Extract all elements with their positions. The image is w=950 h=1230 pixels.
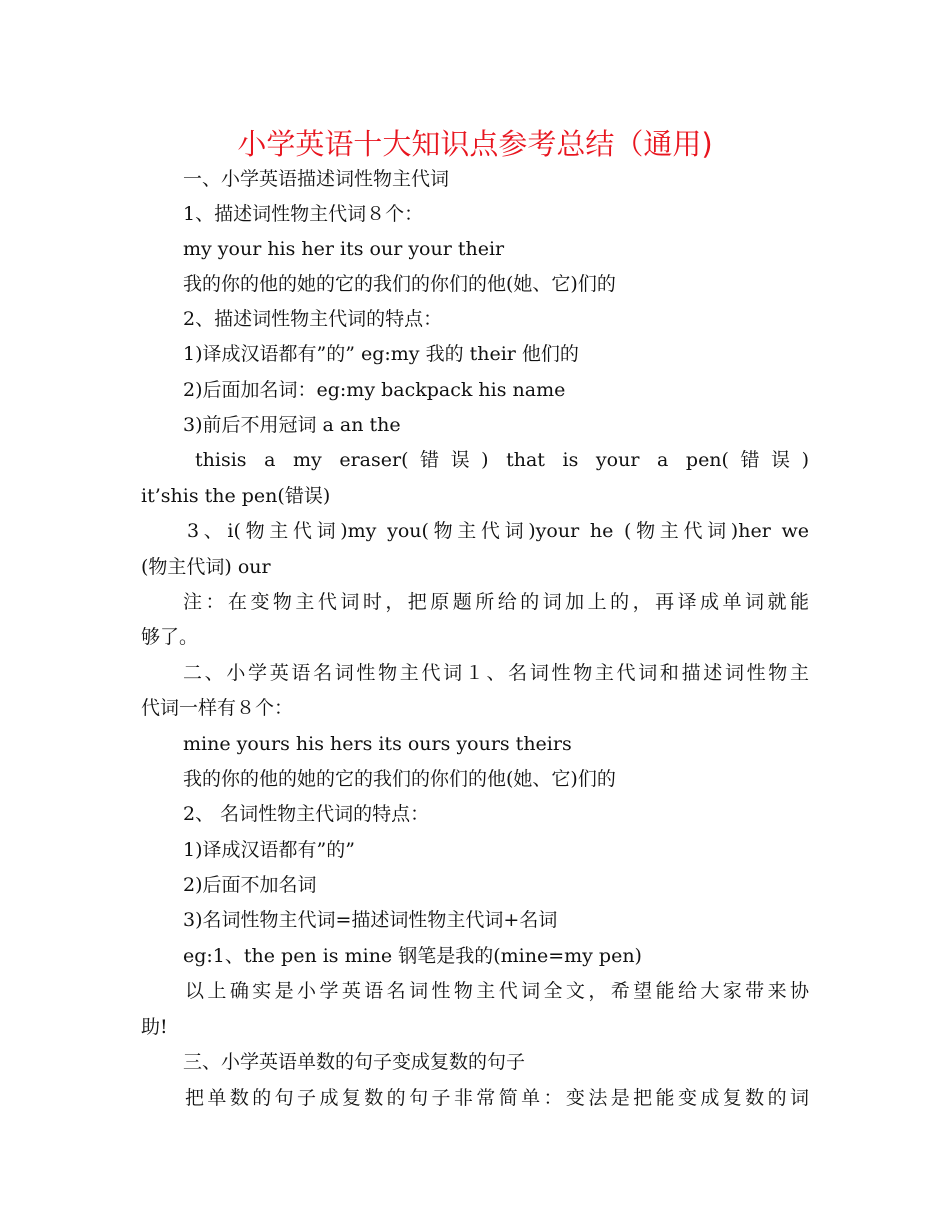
paragraph-line: my your his her its our your their bbox=[183, 238, 505, 260]
paragraph-line: eg:1、the pen is mine 钢笔是我的(mine=my pen) bbox=[183, 945, 642, 967]
paragraph-line: mine yours his hers its ours yours theirs bbox=[183, 733, 572, 755]
paragraph-line: 助! bbox=[141, 1016, 168, 1038]
section-heading-3: 三、小学英语单数的句子变成复数的句子 bbox=[183, 1051, 526, 1073]
paragraph-line: 1)译成汉语都有”的” eg:my 我的 their 他们的 bbox=[183, 343, 579, 365]
paragraph-line: 代词一样有８个： bbox=[141, 697, 294, 719]
paragraph-line: 注：在变物主代词时，把原题所给的词加上的，再译成单词就能 bbox=[183, 591, 809, 613]
paragraph-line: (物主代词) our bbox=[141, 556, 271, 578]
paragraph-line: 3、i(物主代词)my you(物主代词)your he (物主代词)her we bbox=[187, 520, 809, 542]
paragraph-line: 以上确实是小学英语名词性物主代词全文，希望能给大家带来协 bbox=[185, 980, 809, 1002]
paragraph-line: 把单数的句子成复数的句子非常简单：变法是把能变成复数的词 bbox=[185, 1087, 809, 1109]
paragraph-line: 1)译成汉语都有”的” bbox=[183, 839, 355, 861]
paragraph-line: 我的你的他的她的它的我们的你们的他(她、它)们的 bbox=[183, 768, 616, 790]
paragraph-line: 我的你的他的她的它的我们的你们的他(她、它)们的 bbox=[183, 273, 616, 295]
paragraph-line: 3)前后不用冠词 a an the bbox=[183, 414, 401, 436]
section-heading-1: 一、小学英语描述词性物主代词 bbox=[183, 168, 450, 190]
paragraph-line: 2、描述词性物主代词的特点： bbox=[183, 308, 443, 330]
paragraph-line: 1、描述词性物主代词８个： bbox=[183, 203, 424, 225]
section-heading-2: 二、小学英语名词性物主代词１、名词性物主代词和描述词性物主 bbox=[183, 662, 809, 684]
paragraph-line: 够了。 bbox=[141, 626, 199, 648]
document-title: 小学英语十大知识点参考总结（通用) bbox=[237, 127, 713, 161]
paragraph-line: thisis a my eraser(错误) that is your a pen(错误) bbox=[195, 449, 809, 471]
paragraph-line: it’shis the pen(错误) bbox=[141, 485, 331, 507]
paragraph-line: 3)名词性物主代词=描述词性物主代词+名词 bbox=[183, 909, 558, 931]
paragraph-line: 2、 名词性物主代词的特点： bbox=[183, 803, 430, 825]
paragraph-line: 2)后面加名词：eg:my backpack his name bbox=[183, 379, 566, 401]
paragraph-line: 2)后面不加名词 bbox=[183, 874, 317, 896]
